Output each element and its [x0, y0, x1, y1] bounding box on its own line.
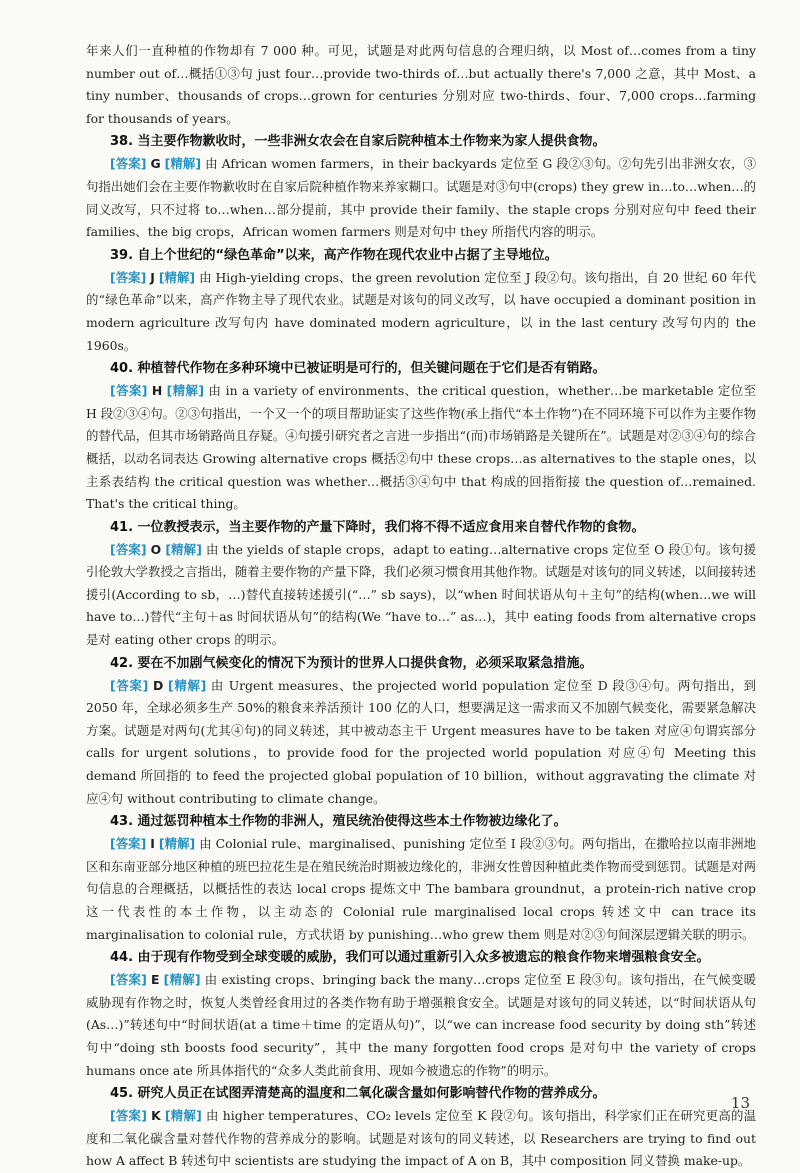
answer-list	[86, 130, 756, 1173]
question-heading: 44. 由于现有作物受到全球变暖的威胁，我们可以通过重新引入众多被遗忘的粮食作物来增强粮食安全。	[110, 950, 710, 966]
answer-paragraph	[86, 1105, 756, 1173]
analysis-text: 由 the yields of staple crops，adapt to eating…alternative crops 定位至 O 段①句。该句援引伦敦大学教授之言指出，随着主要作物的产量下降，我们必须习惯食用其他作物。试题是对该句的同义转述，以间接转述援引(According to sb，…)替代直接转述援引(“…” sb says)，以“when 时间状语从句＋主句”的结构(when…we will have to…)替代“主句＋as 时间状语从句”的结构(We “have to…” as…)，其中 eating foods from alternative crops 是对 eating other crops 的明示。	[86, 541, 756, 648]
question-heading: 40. 种植替代作物在多种环境中已被证明是可行的，但关键问题在于它们是否有销路。	[110, 361, 606, 377]
page-number: 13	[730, 1094, 750, 1112]
answer-paragraph	[86, 380, 756, 516]
question-heading: 38. 当主要作物歉收时，一些非洲女农会在自家后院种植本土作物来为家人提供食物。	[110, 134, 606, 150]
question-heading: 42. 要在不加剧气候变化的情况下为预计的世界人口提供食物，必须采取紧急措施。	[110, 655, 593, 671]
answer-tag: [答案]	[110, 541, 147, 557]
answer-paragraph	[86, 675, 756, 811]
analysis-text: 由 Colonial rule、marginalised、punishing 定位至 I 段②③句。两句指出，在撒哈拉以南非洲地区和东南亚部分地区种植的班巴拉花生是在殖民统治时期被边缘化的，非洲女性曾因种植此类作物而受到惩罚。试题是对两句信息的合理概括，以概括性的表达 local crops 提炼文中 The bambara groundnut，a protein-rich native crop 这一代表性的本土作物，以主动态的 Colonial rule marginalised local crops 转述文中 can trace its marginalisation to colonial rule，方式状语 by punishing…who grew them 则是对②③句间深层逻辑关联的明示。	[86, 836, 756, 942]
question-heading: 45. 研究人员正在试图弄清楚高的温度和二氧化碳含量如何影响替代作物的营养成分。	[110, 1086, 606, 1102]
answer-letter: H	[151, 383, 163, 399]
analysis-tag: [精解]	[164, 156, 202, 172]
analysis-text: 由 High-yielding crops、the green revolution 定位至 J 段②句。该句指出，自 20 世纪 60 年代的“绿色革命”以来，高产作物主导了现代农业。试题是对该句的同义改写，以 have occupied a dominant position in modern agriculture 改写句内 have dominated modern agriculture，以 in the last century 改写句内的 the 1960s。	[86, 269, 756, 353]
answer-tag: [答案]	[110, 383, 148, 399]
analysis-tag: [精解]	[167, 677, 207, 693]
answer-tag: [答案]	[110, 677, 149, 693]
answer-paragraph	[86, 267, 756, 357]
question-heading: 39. 自上个世纪的“绿色革命”以来，高产作物在现代农业中占据了主导地位。	[110, 247, 558, 263]
analysis-tag: [精解]	[158, 269, 196, 285]
analysis-tag: [精解]	[164, 1108, 202, 1124]
analysis-text: 由 existing crops、bringing back the many…crops 定位至 E 段③句。该句指出，在气候变暖威胁现有作物之时，恢复人类曾经食用过的各类作物有助于增强粮食安全。试题是对该句的同义转述，以“时间状语从句(As…)”转述句中“时间状语(at a time＋time 的定语从句)”，以“we can increase food security by doing sth”转述句中“doing sth boosts food security”，其中 the many forgotten food crops 是对句中 the variety of crops humans once ate 所具体指代的“众多人类此前食用、现如今被遗忘的作物”的明示。	[86, 972, 756, 1078]
question-heading: 41. 一位教授表示，当主要作物的产量下降时，我们将不得不适应食用来自替代作物的食物。	[110, 519, 645, 535]
analysis-text: 由 Urgent measures、the projected world population 定位至 D 段③④句。两句指出，到 2050 年，全球必须多生产 50%的粮食来养活预计 100 亿的人口，想要满足这一需求而又不加剧气候变化，需要紧急解决方案。试题是对两句(尤其④句)的同义转述，其中被动态主干 Urgent measures have to be taken 对应④句谓宾部分 calls for urgent solutions，to provide food for the projected world population 对应④句 Meeting this demand 所回指的 to feed the projected global population of 10 billion，without aggravating the climate 对应④句 without contributing to climate change。	[86, 677, 756, 806]
answer-tag: [答案]	[110, 269, 147, 285]
answer-tag: [答案]	[110, 836, 147, 852]
analysis-text: 由 African women farmers，in their backyards 定位至 G 段②③句。②句先引出非洲女农，③句指出她们会在主要作物歉收时在自家后院种植作物来养家糊口。试题是对③句中(crops) they grew in…to…when…的同义改写，只不过将 to…when…部分提前，其中 provide their family、the staple crops 分别对应句中 feed their families、the big crops，African women farmers 则是对句中 they 所指代内容的明示。	[86, 156, 756, 240]
answer-tag: [答案]	[110, 1108, 147, 1124]
analysis-tag: [精解]	[165, 541, 202, 557]
analysis-tag: [精解]	[166, 383, 205, 399]
answer-paragraph	[86, 833, 756, 946]
answer-letter: D	[152, 677, 164, 693]
analysis-tag: [精解]	[158, 836, 196, 852]
answer-paragraph	[86, 153, 756, 243]
answer-letter: J	[150, 269, 155, 285]
answer-tag: [答案]	[110, 972, 147, 988]
intro-paragraph: 年来人们一直种植的作物却有 7 000 种。可见，试题是对此两句信息的合理归纳，以 Most of…comes from a tiny number out of…概括①③句 just four…provide two-thirds of…but actually there's 7,000 之意，其中 Most、a tiny number、thousands of crops…grown for centuries 分别对应 two-thirds、four、7,000 crops…farming for thousands of years。	[86, 43, 756, 126]
document-body	[86, 40, 756, 1173]
answer-letter: O	[150, 541, 162, 557]
question-heading: 43. 通过惩罚种植本土作物的非洲人，殖民统治使得这些本土作物被边缘化了。	[110, 814, 567, 830]
analysis-tag: [精解]	[163, 972, 201, 988]
analysis-text: 由 higher temperatures、CO₂ levels 定位至 K 段②句。该句指出，科学家们正在研究更高的温度和二氧化碳含量对替代作物的营养成分的影响。试题是对该句的同义转述，以 Researchers are trying to find out how A affect B 转述句中 scientists are studying the impact of A on B，其中 composition 同义替换 make-up。	[86, 1108, 756, 1169]
answer-tag: [答案]	[110, 156, 147, 172]
answer-letter: E	[151, 972, 160, 988]
answer-letter: G	[150, 156, 161, 172]
answer-letter: K	[151, 1108, 161, 1124]
answer-paragraph	[86, 969, 756, 1082]
analysis-text: 由 in a variety of environments、the critical question，whether…be marketable 定位至 H 段②③④句。②③句指出，一个又一个的项目帮助证实了这些作物(承上指代“本土作物”)在不同环境下可以作为主要作物的替代品，但其市场销路尚且存疑。④句援引研究者之言进一步指出“(而)市场销路是关键所在”。试题是对②③④句的综合概括，以动名词表达 Growing alternative crops 概括②句中 these crops…as alternatives to the staple ones，以主系表结构 the critical question was whether…概括③④句中 that 构成的回指衔接 the question of…remained. That's the critical thing。	[86, 383, 756, 512]
answer-letter: I	[150, 836, 155, 852]
answer-paragraph	[86, 539, 756, 652]
